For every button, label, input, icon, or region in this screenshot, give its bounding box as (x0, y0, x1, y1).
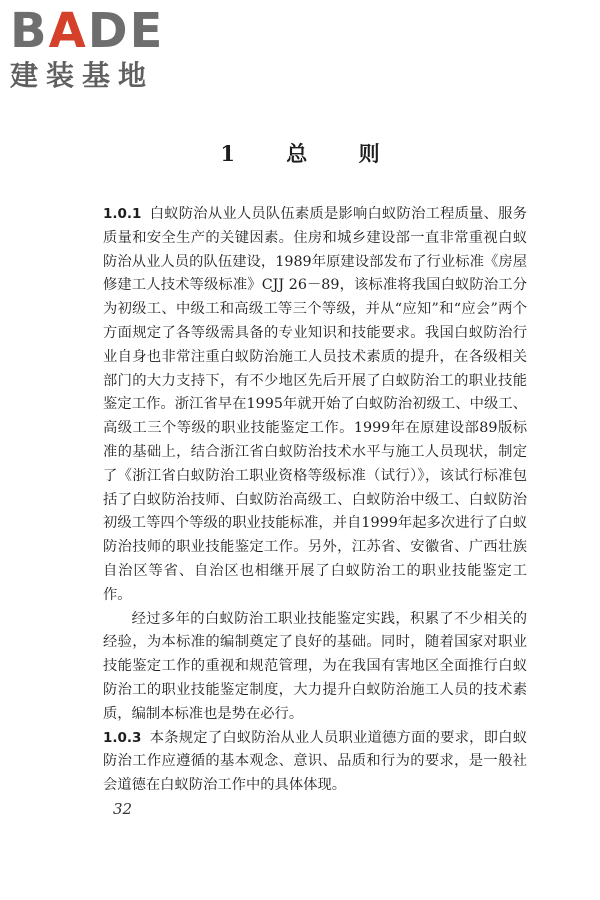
paragraph-1-0-3 (103, 727, 527, 798)
clause-number: 1.0.1 (103, 206, 142, 222)
paragraph-1-0-1 (103, 203, 527, 608)
paragraph-text: 白蚁防治从业人员队伍素质是影响白蚁防治工程质量、服务质量和安全生产的关键因素。住房和城乡建设部一直非常重视白蚁防治从业人员的队伍建设，1989年原建设部发布了行业标准《房屋修建工人技术等级标准》CJJ 26－89，该标准将我国白蚁防治工分为初级工、中级工和高级工等三个等级，并从“应知”和“应会”两个方面规定了各等级需具备的专业知识和技能要求。我国白蚁防治行业自身也非常注重白蚁防治施工人员技术素质的提升，在各级相关部门的大力支持下，有不少地区先后开展了白蚁防治工的职业技能鉴定工作。浙江省早在1995年就开始了白蚁防治初级工、中级工、高级工三个等级的职业技能鉴定工作。1999年在原建设部89版标准的基础上，结合浙江省白蚁防治技术水平与施工人员现状，制定了《浙江省白蚁防治工职业资格等级标准（试行）》，该试行标准包括了白蚁防治技师、白蚁防治高级工、白蚁防治中级工、白蚁防治初级工等四个等级的职业技能标准，并自1999年起多次进行了白蚁防治技师的职业技能鉴定工作。另外，江苏省、安徽省、广西壮族自治区等省、自治区也相继开展了白蚁防治工的职业技能鉴定工作。 (103, 206, 527, 603)
paragraph-continuation (103, 608, 527, 727)
logo-letters-de: DE (87, 3, 165, 59)
paragraph-text: 经过多年的白蚁防治工职业技能鉴定实践，积累了不少相关的经验，为本标准的编制奠定了良好的基础。同时，随着国家对职业技能鉴定工作的重视和规范管理，为在我国有害地区全面推行白蚁防治工的职业技能鉴定制度，大力提升白蚁防治施工人员的技术素质，编制本标准也是势在必行。 (103, 610, 527, 722)
page-number: 32 (113, 800, 133, 818)
logo-subtitle: 建装基地 (10, 59, 155, 92)
body-text (103, 203, 527, 798)
clause-number: 1.0.3 (103, 729, 142, 746)
paragraph-text: 本条规定了白蚁防治从业人员职业道德方面的要求，即白蚁防治工作应遵循的基本观念、意识、品质和行为的要求，是一般社会道德在白蚁防治工作中的具体体现。 (103, 729, 527, 794)
chapter-heading: 1 总 则 (220, 141, 402, 166)
bade-logo (10, 3, 180, 92)
logo-letter-a: A (48, 3, 88, 59)
logo-wordmark (10, 3, 180, 59)
logo-letter-b: B (10, 3, 49, 59)
